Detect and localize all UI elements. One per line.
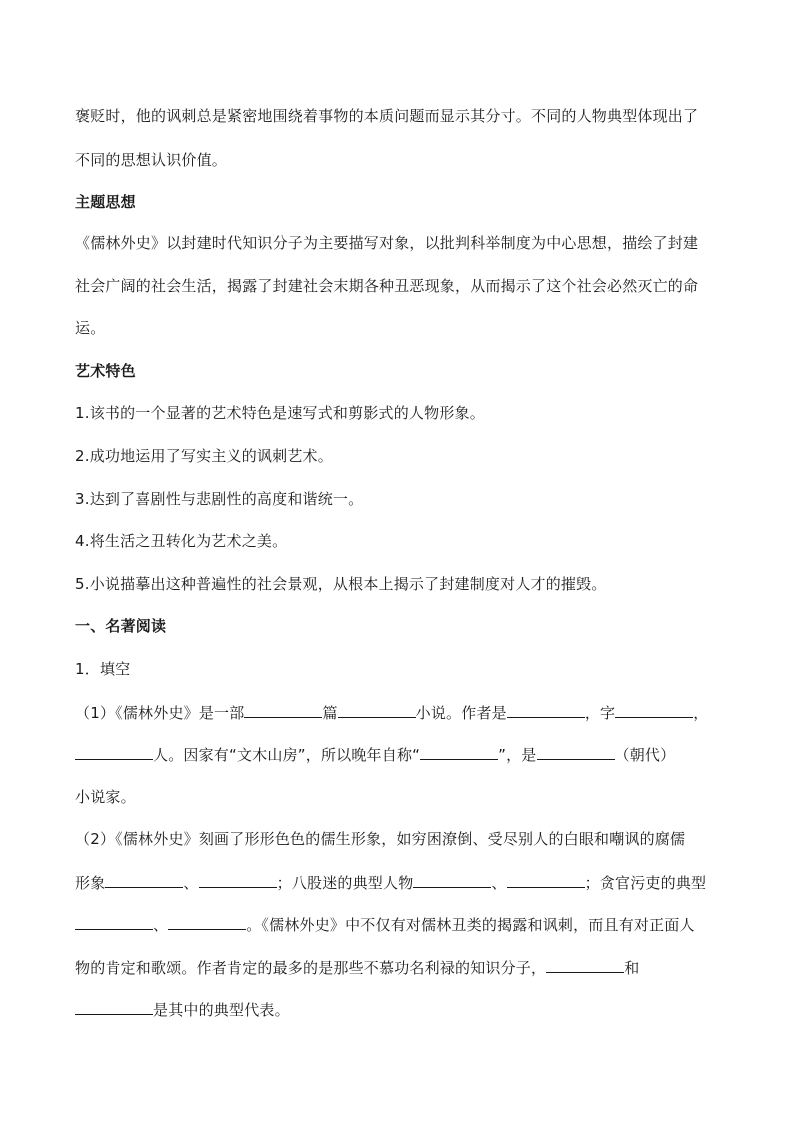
blank-self-title[interactable] xyxy=(420,744,498,760)
fill-text: 、 xyxy=(183,874,199,892)
theme-line-1: 《儒林外史》以封建时代知识分子为主要描写对象，以批判科举制度为中心思想，描绘了封建 xyxy=(75,234,699,252)
q2-line-2 xyxy=(75,872,706,893)
blank-bagu-1[interactable] xyxy=(413,872,491,888)
blank-official-2[interactable] xyxy=(168,914,246,930)
theme-line-3: 运。 xyxy=(75,319,106,337)
blank-type[interactable] xyxy=(338,702,416,718)
fill-text: 小说。作者是 xyxy=(415,704,507,722)
fill-line-3: 小说家。 xyxy=(75,788,136,806)
section-heading: 一、名著阅读 xyxy=(75,617,167,635)
fill-text: ；贪官污吏的典型 xyxy=(584,874,707,892)
blank-official-1[interactable] xyxy=(75,914,153,930)
blank-pedant-1[interactable] xyxy=(105,872,183,888)
q2-line-4 xyxy=(75,957,639,978)
fill-text: （朝代） xyxy=(614,746,676,764)
intro-line-2: 不同的思想认识价值。 xyxy=(75,151,228,169)
theme-line-2: 社会广阔的社会生活，揭露了封建社会末期各种丑恶现象，从而揭示了这个社会必然灭亡的命 xyxy=(75,277,699,295)
blank-positive-1[interactable] xyxy=(546,957,624,973)
art-item-1: 1.该书的一个显著的艺术特色是速写式和剪影式的人物形象。 xyxy=(75,404,485,422)
q2-line-5 xyxy=(75,999,290,1020)
fill-text: ，字 xyxy=(584,704,616,722)
blank-courtesy-name[interactable] xyxy=(615,702,693,718)
fill-text: 、 xyxy=(491,874,507,892)
fill-text: ， xyxy=(693,704,709,722)
blank-hometown[interactable] xyxy=(75,744,153,760)
fill-text: ；八股迷的典型人物 xyxy=(276,874,414,892)
fill-text: 是其中的典型代表。 xyxy=(153,1001,290,1019)
art-item-5: 5.小说描摹出这种普遍性的社会景观，从根本上揭示了封建制度对人才的摧毁。 xyxy=(75,575,607,593)
q2-line-1: （2）《儒林外史》刻画了形形色色的儒生形象，如穷困潦倒、受尽别人的白眼和嘲讽的腐儒 xyxy=(75,830,686,848)
question-1-label: 1．填空 xyxy=(75,660,131,678)
fill-text: 形象 xyxy=(75,874,106,892)
blank-positive-2[interactable] xyxy=(75,999,153,1015)
blank-pedant-2[interactable] xyxy=(199,872,277,888)
fill-line-1 xyxy=(75,702,708,723)
fill-line-2 xyxy=(75,744,675,765)
art-heading: 艺术特色 xyxy=(75,362,136,380)
blank-genre[interactable] xyxy=(244,702,322,718)
fill-text: 篇 xyxy=(322,704,338,722)
art-item-3: 3.达到了喜剧性与悲剧性的高度和谐统一。 xyxy=(75,490,364,508)
theme-heading: 主题思想 xyxy=(75,193,136,211)
blank-bagu-2[interactable] xyxy=(507,872,585,888)
blank-dynasty[interactable] xyxy=(537,744,615,760)
fill-text: 和 xyxy=(624,959,640,977)
intro-line-1: 褒贬时，他的讽刺总是紧密地围绕着事物的本质问题而显示其分寸。不同的人物典型体现出了 xyxy=(75,107,699,125)
art-item-4: 4.将生活之丑转化为艺术之美。 xyxy=(75,532,288,550)
fill-text: ”，是 xyxy=(498,746,537,764)
art-item-2: 2.成功地运用了写实主义的讽刺艺术。 xyxy=(75,447,333,465)
fill-text: 人。因家有“文木山房”，所以晚年自称“ xyxy=(153,746,421,764)
fill-text: 。《儒林外史》中不仅有对儒林丑类的揭露和讽刺，而且有对正面人 xyxy=(246,916,695,934)
blank-author[interactable] xyxy=(507,702,585,718)
q2-line-3 xyxy=(75,914,695,935)
fill-text: 物的肯定和歌颂。作者肯定的最多的是那些不慕功名利禄的知识分子， xyxy=(75,959,547,977)
fill-text: 、 xyxy=(153,916,169,934)
fill-text: （1）《儒林外史》是一部 xyxy=(75,704,245,722)
